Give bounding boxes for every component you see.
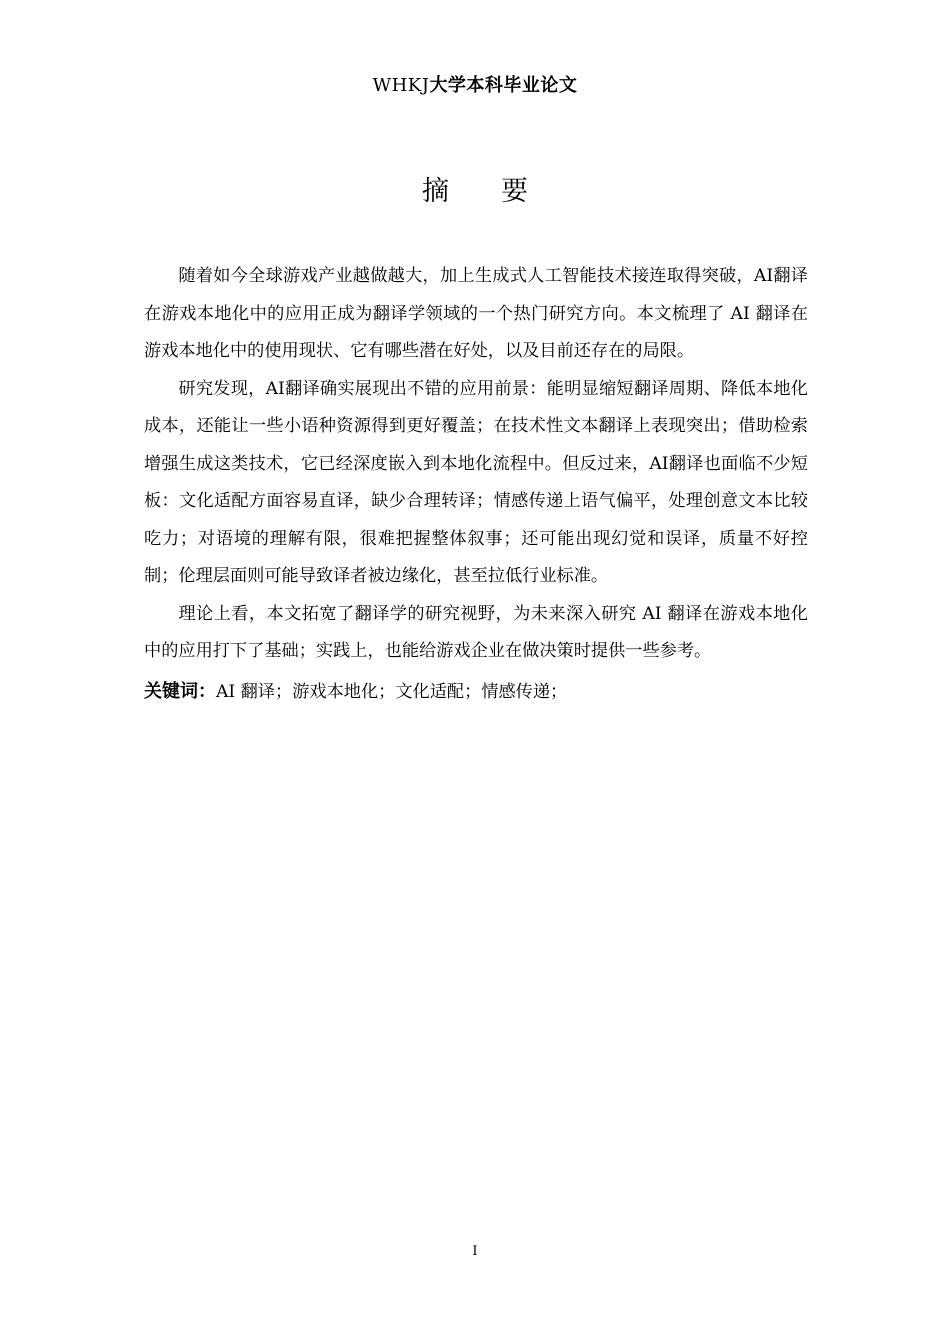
abstract-body	[144, 258, 808, 711]
keywords-line	[144, 673, 808, 712]
keywords-text: AI 翻译；游戏本地化；文化适配；情感传递；	[216, 681, 568, 702]
keywords-label: 关键词：	[144, 680, 216, 702]
header-prefix: WHKJ	[372, 75, 430, 96]
page-number: I	[472, 1244, 478, 1259]
running-header	[0, 74, 950, 98]
abstract-paragraph-1: 随着如今全球游戏产业越做越大，加上生成式人工智能技术接连取得突破，AI翻译在游戏本地化中的应用正成为翻译学领域的一个热门研究方向。本文梳理了 AI 翻译在游戏本地化中的使用现状、它有哪些潜在好处，以及目前还存在的局限。	[144, 266, 808, 361]
header-university: 大学本科毕业论文	[429, 75, 578, 96]
abstract-paragraph-3: 理论上看，本文拓宽了翻译学的研究视野，为未来深入研究 AI 翻译在游戏本地化中的应用打下了基础；实践上，也能给游戏企业在做决策时提供一些参考。	[144, 603, 808, 661]
page-title: 摘要	[422, 176, 580, 207]
abstract-paragraph-2: 研究发现，AI翻译确实展现出不错的应用前景：能明显缩短翻译周期、降低本地化成本，还能让一些小语种资源得到更好覆盖；在技术性文本翻译上表现突出；借助检索增强生成这类技术，它已经深度嵌入到本地化流程中。但反过来，AI翻译也面临不少短板：文化适配方面容易直译，缺少合理转译；情感传递上语气偏平，处理创意文本比较吃力；对语境的理解有限，很难把握整体叙事；还可能出现幻觉和误译，质量不好控制；伦理层面则可能导致译者被边缘化，甚至拉低行业标准。	[144, 378, 808, 586]
